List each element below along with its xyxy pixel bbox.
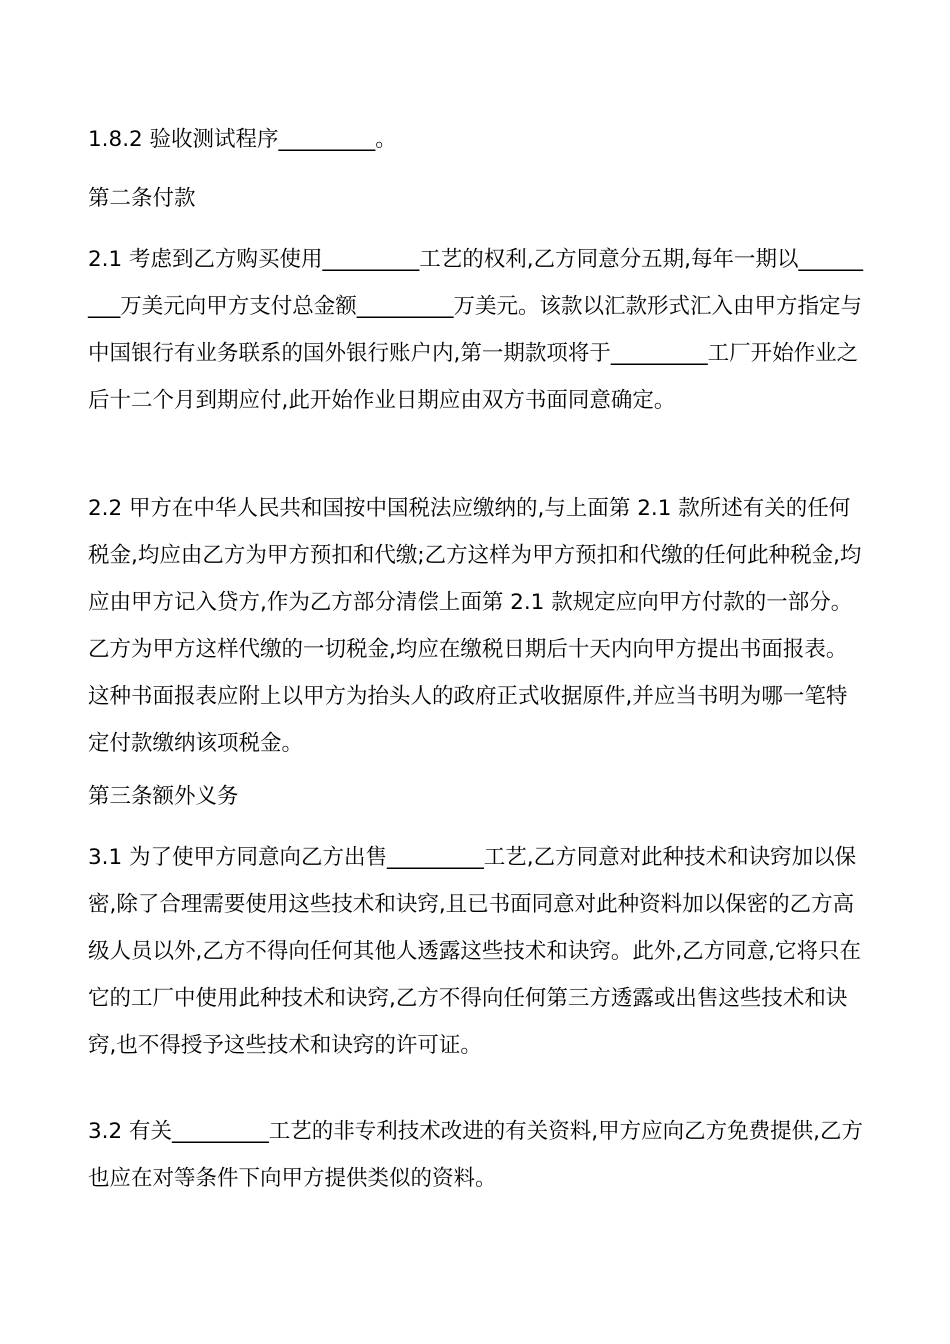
clause-3-2: 3.2 有关_________工艺的非专利技术改进的有关资料,甲方应向乙方免费提供,乙方也应在对等条件下向甲方提供类似的资料。 [88, 1119, 863, 1191]
heading-article-2: 第二条付款 [88, 186, 196, 211]
clause-1-8-2: 1.8.2 验收测试程序_________。 [88, 127, 397, 152]
heading-article-3: 第三条额外义务 [88, 784, 239, 809]
clause-2-2: 2.2 甲方在中华人民共和国按中国税法应缴纳的,与上面第 2.1 款所述有关的任何税金,均应由乙方为甲方预扣和代缴;乙方这样为甲方预扣和代缴的任何此种税金,均应由甲方记入贷方,作为乙方部分清偿上面第 2.1 款规定应向甲方付款的一部分。乙方为甲方这样代缴的一切税金,均应在缴税日期后十天内向甲方提出书面报表。这种书面报表应附上以甲方为抬头人的政府正式收据原件,并应当书明为哪一笔特定付款缴纳该项税金。 [88, 496, 862, 756]
clause-2-1: 2.1 考虑到乙方购买使用_________工艺的权利,乙方同意分五期,每年一期以_________万美元向甲方支付总金额_________万美元。该款以汇款形式汇入由甲方指定与中国银行有业务联系的国外银行账户内,第一期款项将于_________工厂开始作业之后十二个月到期应付,此开始作业日期应由双方书面同意确定。 [88, 247, 863, 413]
clause-3-1: 3.1 为了使甲方同意向乙方出售_________工艺,乙方同意对此种技术和诀窍加以保密,除了合理需要使用这些技术和诀窍,且已书面同意对此种资料加以保密的乙方高级人员以外,乙方不得向任何其他人透露这些技术和诀窍。此外,乙方同意,它将只在它的工厂中使用此种技术和诀窍,乙方不得向任何第三方透露或出售这些技术和诀窍,也不得授予这些技术和诀窍的许可证。 [88, 845, 862, 1058]
